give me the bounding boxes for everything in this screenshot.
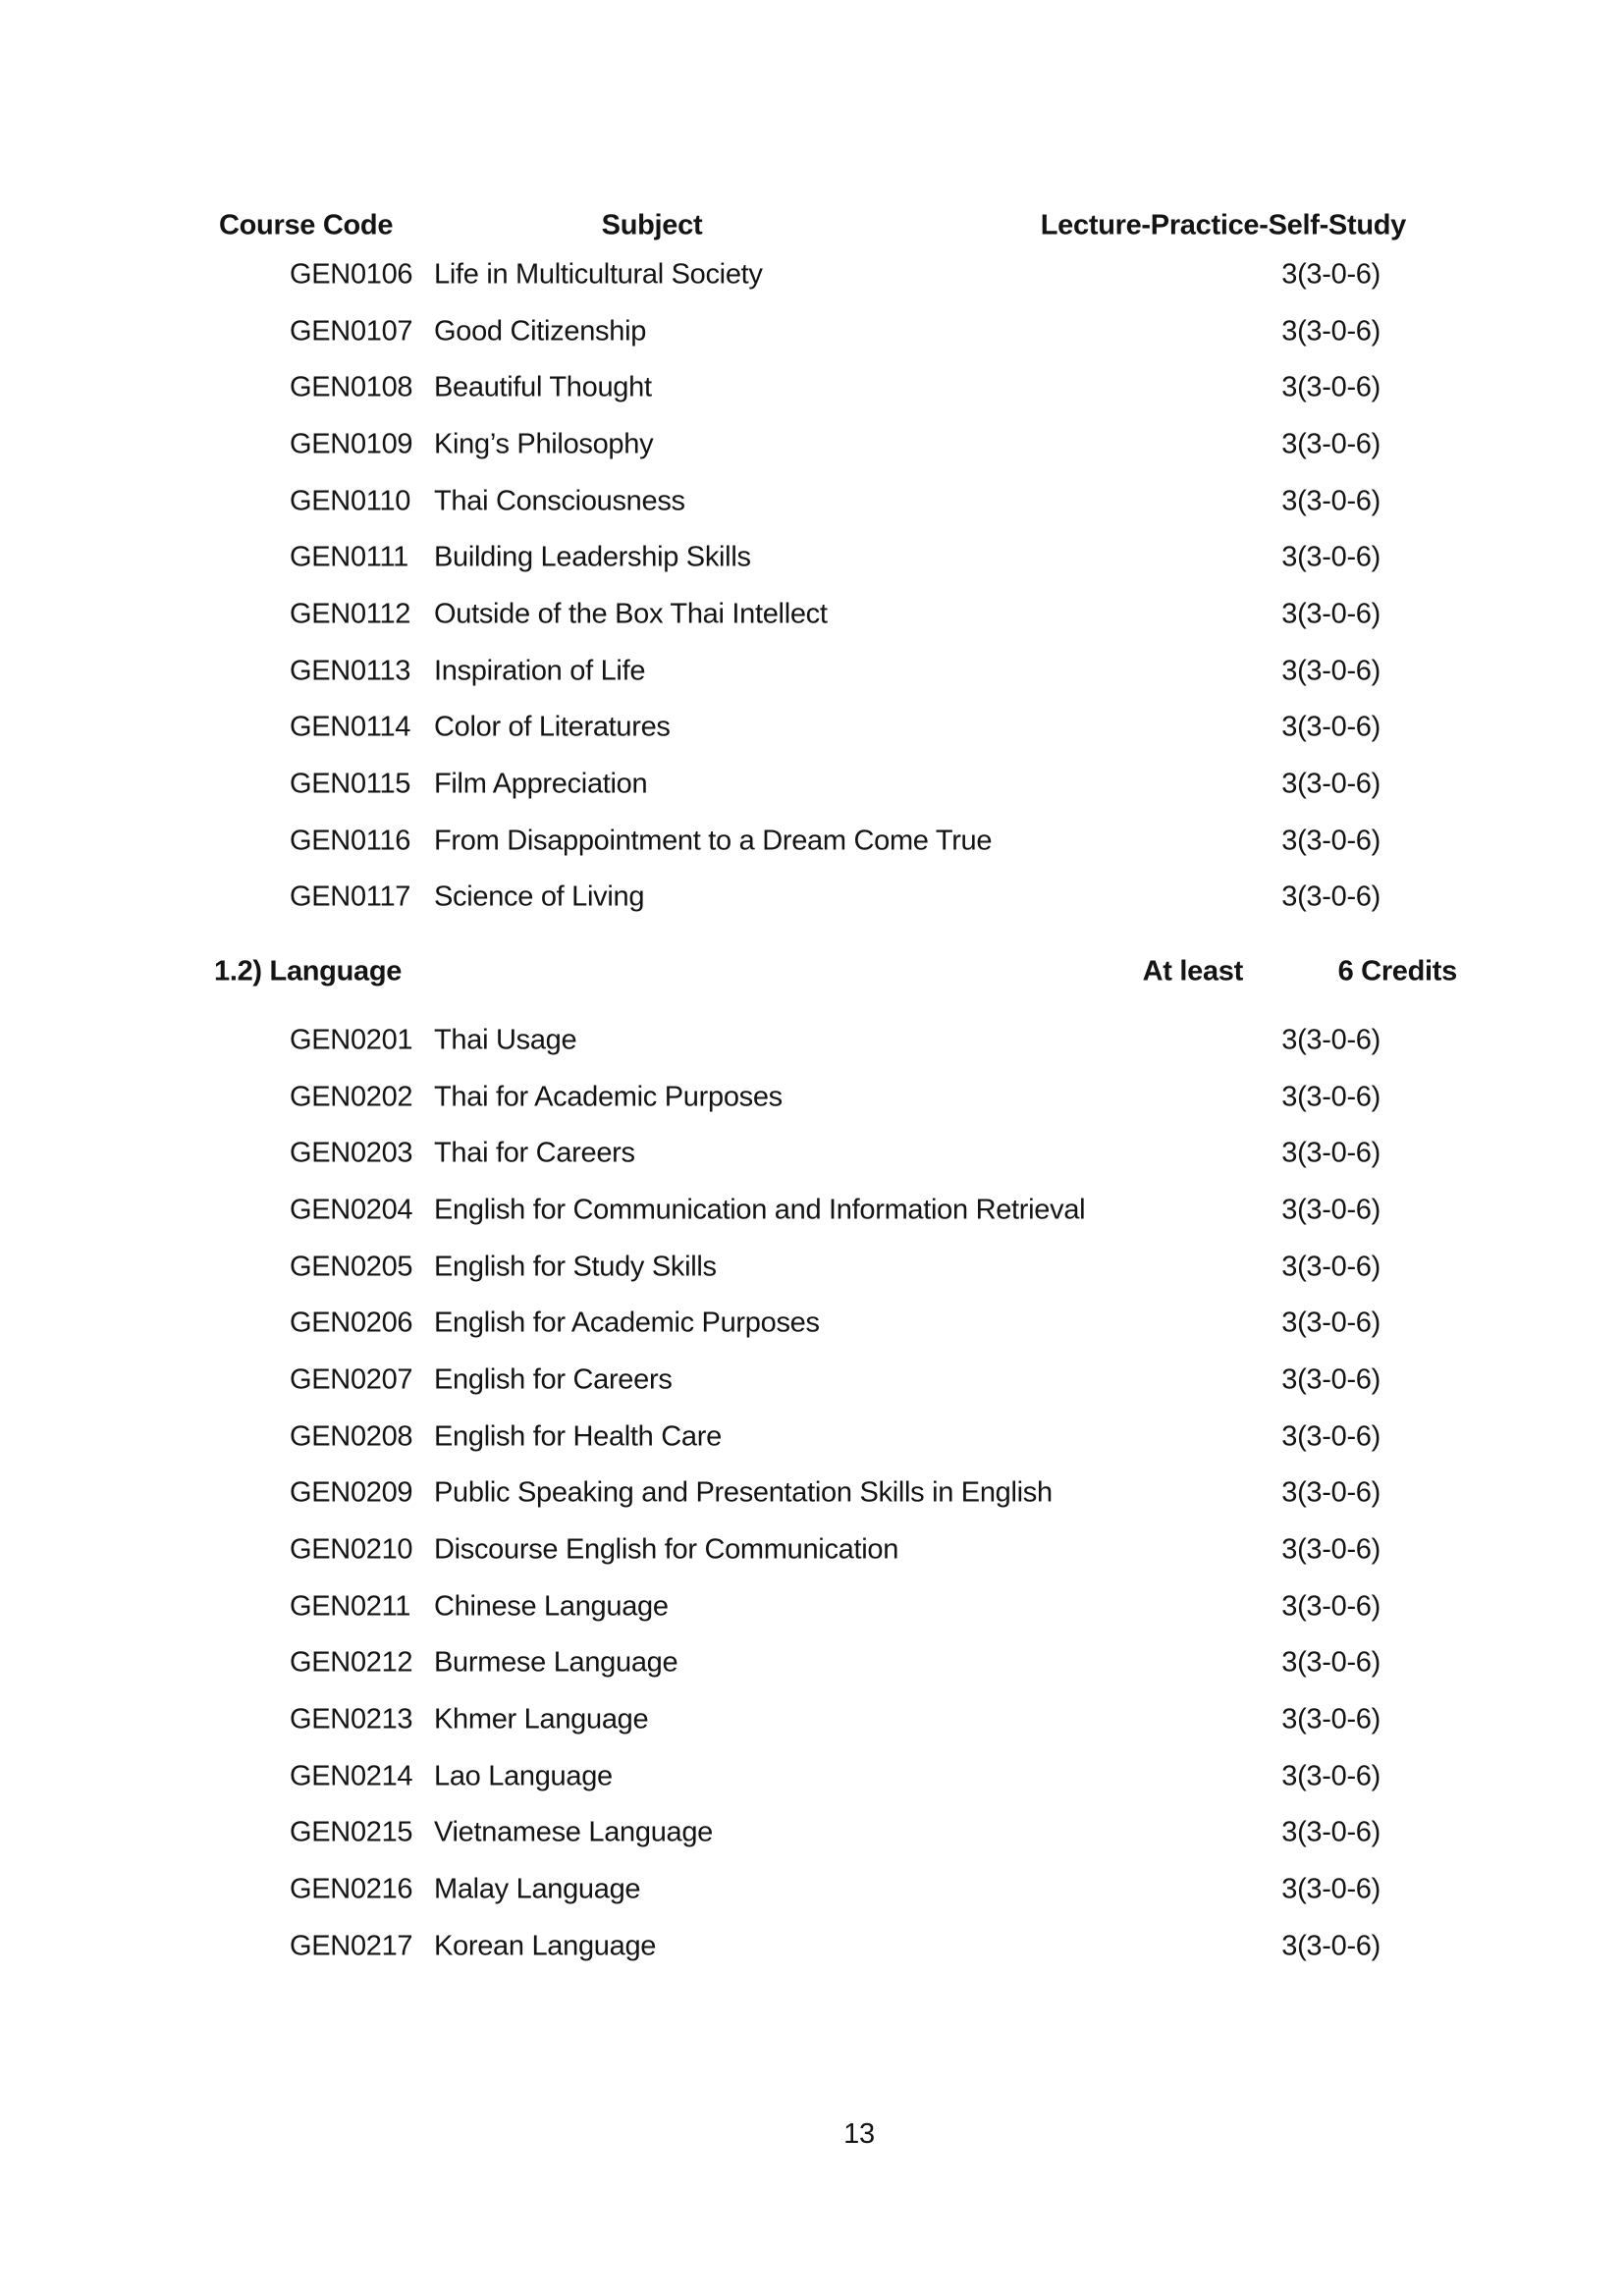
credits-cell: 3(3-0-6) bbox=[1281, 541, 1380, 573]
course-code-cell: GEN0115 bbox=[290, 768, 411, 800]
credits-cell: 3(3-0-6) bbox=[1281, 1024, 1380, 1056]
table-row bbox=[0, 813, 1624, 870]
credits-cell: 3(3-0-6) bbox=[1281, 1476, 1380, 1509]
table-row bbox=[0, 586, 1624, 643]
credits-cell: 3(3-0-6) bbox=[1281, 825, 1380, 857]
table-row bbox=[0, 1522, 1624, 1578]
table-row bbox=[0, 1069, 1624, 1126]
course-code-cell: GEN0201 bbox=[290, 1024, 413, 1056]
course-code-cell: GEN0109 bbox=[290, 428, 413, 460]
course-code-cell: GEN0217 bbox=[290, 1930, 413, 1962]
course-code-cell: GEN0210 bbox=[290, 1533, 413, 1566]
table-row bbox=[0, 756, 1624, 813]
table-row bbox=[0, 1805, 1624, 1862]
table-row bbox=[0, 529, 1624, 586]
course-code-cell: GEN0211 bbox=[290, 1590, 411, 1623]
course-code-cell: GEN0117 bbox=[290, 881, 411, 913]
table-row bbox=[0, 1125, 1624, 1182]
course-code-cell: GEN0215 bbox=[290, 1816, 413, 1848]
subject-cell: English for Health Care bbox=[434, 1420, 722, 1453]
subject-cell: Beautiful Thought bbox=[434, 371, 652, 403]
table-row bbox=[0, 1352, 1624, 1409]
credits-cell: 3(3-0-6) bbox=[1281, 428, 1380, 460]
course-code-cell: GEN0216 bbox=[290, 1873, 413, 1905]
course-code-cell: GEN0114 bbox=[290, 711, 411, 743]
credits-cell: 3(3-0-6) bbox=[1281, 1760, 1380, 1792]
section-heading-language bbox=[0, 943, 1624, 1000]
credits-cell: 3(3-0-6) bbox=[1281, 1590, 1380, 1623]
course-code-cell: GEN0202 bbox=[290, 1081, 413, 1113]
page-number: 13 bbox=[843, 2118, 875, 2150]
subject-cell: Vietnamese Language bbox=[434, 1816, 714, 1848]
course-code-cell: GEN0107 bbox=[290, 315, 413, 347]
credits-cell: 3(3-0-6) bbox=[1281, 1703, 1380, 1735]
table-header-row bbox=[0, 202, 1624, 249]
subject-cell: Film Appreciation bbox=[434, 768, 648, 800]
course-code-cell: GEN0207 bbox=[290, 1363, 413, 1396]
table-row bbox=[0, 416, 1624, 473]
course-code-cell: GEN0106 bbox=[290, 258, 413, 291]
section-credits-label: 6 Credits bbox=[1337, 955, 1457, 988]
subject-cell: English for Careers bbox=[434, 1363, 673, 1396]
table-row bbox=[0, 1691, 1624, 1748]
table-row bbox=[0, 643, 1624, 700]
subject-cell: Chinese Language bbox=[434, 1590, 669, 1623]
credits-cell: 3(3-0-6) bbox=[1281, 371, 1380, 403]
subject-cell: Discourse English for Communication bbox=[434, 1533, 899, 1566]
at-least-label: At least bbox=[1142, 955, 1243, 988]
subject-cell: English for Study Skills bbox=[434, 1251, 717, 1283]
course-code-cell: GEN0108 bbox=[290, 371, 413, 403]
credits-cell: 3(3-0-6) bbox=[1281, 1363, 1380, 1396]
credits-cell: 3(3-0-6) bbox=[1281, 315, 1380, 347]
table-row bbox=[0, 303, 1624, 360]
course-code-cell: GEN0213 bbox=[290, 1703, 413, 1735]
subject-cell: Thai for Academic Purposes bbox=[434, 1081, 783, 1113]
course-table-section-2 bbox=[0, 1012, 1624, 1975]
subject-cell: King’s Philosophy bbox=[434, 428, 654, 460]
subject-cell: English for Academic Purposes bbox=[434, 1307, 820, 1339]
course-code-cell: GEN0209 bbox=[290, 1476, 413, 1509]
credits-cell: 3(3-0-6) bbox=[1281, 1081, 1380, 1113]
table-row bbox=[0, 1409, 1624, 1466]
subject-cell: Thai Consciousness bbox=[434, 485, 685, 517]
course-code-cell: GEN0206 bbox=[290, 1307, 413, 1339]
credits-cell: 3(3-0-6) bbox=[1281, 711, 1380, 743]
course-code-cell: GEN0111 bbox=[290, 541, 408, 573]
section-label: 1.2) Language bbox=[214, 955, 403, 988]
header-subject: Subject bbox=[601, 209, 703, 241]
subject-cell: Thai Usage bbox=[434, 1024, 577, 1056]
subject-cell: Outside of the Box Thai Intellect bbox=[434, 598, 828, 630]
table-row bbox=[0, 1012, 1624, 1069]
subject-cell: Life in Multicultural Society bbox=[434, 258, 763, 291]
credits-cell: 3(3-0-6) bbox=[1281, 1137, 1380, 1169]
credits-cell: 3(3-0-6) bbox=[1281, 768, 1380, 800]
credits-cell: 3(3-0-6) bbox=[1281, 1816, 1380, 1848]
table-row bbox=[0, 1748, 1624, 1805]
credits-cell: 3(3-0-6) bbox=[1281, 1533, 1380, 1566]
course-code-cell: GEN0113 bbox=[290, 655, 411, 687]
subject-cell: Color of Literatures bbox=[434, 711, 671, 743]
subject-cell: Korean Language bbox=[434, 1930, 657, 1962]
course-code-cell: GEN0214 bbox=[290, 1760, 413, 1792]
credits-cell: 3(3-0-6) bbox=[1281, 258, 1380, 291]
table-row bbox=[0, 870, 1624, 927]
table-row bbox=[0, 1466, 1624, 1522]
table-row bbox=[0, 473, 1624, 530]
subject-cell: Lao Language bbox=[434, 1760, 613, 1792]
credits-cell: 3(3-0-6) bbox=[1281, 485, 1380, 517]
table-row bbox=[0, 1635, 1624, 1692]
course-code-cell: GEN0212 bbox=[290, 1646, 413, 1679]
credits-cell: 3(3-0-6) bbox=[1281, 1251, 1380, 1283]
header-lecture-practice-self-study: Lecture-Practice-Self-Study bbox=[1040, 209, 1406, 241]
table-row bbox=[0, 1182, 1624, 1239]
course-code-cell: GEN0116 bbox=[290, 825, 411, 857]
subject-cell: Inspiration of Life bbox=[434, 655, 646, 687]
credits-cell: 3(3-0-6) bbox=[1281, 1646, 1380, 1679]
course-code-cell: GEN0205 bbox=[290, 1251, 413, 1283]
credits-cell: 3(3-0-6) bbox=[1281, 598, 1380, 630]
subject-cell: English for Communication and Information Retrieval bbox=[434, 1194, 1086, 1226]
subject-cell: From Disappointment to a Dream Come True bbox=[434, 825, 993, 857]
course-table-section-1 bbox=[0, 246, 1624, 926]
course-code-cell: GEN0204 bbox=[290, 1194, 413, 1226]
subject-cell: Thai for Careers bbox=[434, 1137, 635, 1169]
course-code-cell: GEN0203 bbox=[290, 1137, 413, 1169]
credits-cell: 3(3-0-6) bbox=[1281, 1194, 1380, 1226]
subject-cell: Public Speaking and Presentation Skills in English bbox=[434, 1476, 1053, 1509]
course-code-cell: GEN0110 bbox=[290, 485, 411, 517]
table-row bbox=[0, 1295, 1624, 1352]
credits-cell: 3(3-0-6) bbox=[1281, 881, 1380, 913]
credits-cell: 3(3-0-6) bbox=[1281, 1307, 1380, 1339]
subject-cell: Good Citizenship bbox=[434, 315, 647, 347]
course-code-cell: GEN0112 bbox=[290, 598, 411, 630]
subject-cell: Building Leadership Skills bbox=[434, 541, 751, 573]
header-course-code: Course Code bbox=[219, 209, 394, 241]
credits-cell: 3(3-0-6) bbox=[1281, 1873, 1380, 1905]
table-row bbox=[0, 359, 1624, 416]
table-row bbox=[0, 1918, 1624, 1975]
subject-cell: Burmese Language bbox=[434, 1646, 678, 1679]
table-row bbox=[0, 1578, 1624, 1635]
subject-cell: Malay Language bbox=[434, 1873, 641, 1905]
subject-cell: Science of Living bbox=[434, 881, 645, 913]
credits-cell: 3(3-0-6) bbox=[1281, 1930, 1380, 1962]
subject-cell: Khmer Language bbox=[434, 1703, 649, 1735]
table-row bbox=[0, 700, 1624, 757]
course-code-cell: GEN0208 bbox=[290, 1420, 413, 1453]
table-row bbox=[0, 246, 1624, 303]
credits-cell: 3(3-0-6) bbox=[1281, 655, 1380, 687]
table-row bbox=[0, 1239, 1624, 1296]
table-row bbox=[0, 1861, 1624, 1918]
credits-cell: 3(3-0-6) bbox=[1281, 1420, 1380, 1453]
